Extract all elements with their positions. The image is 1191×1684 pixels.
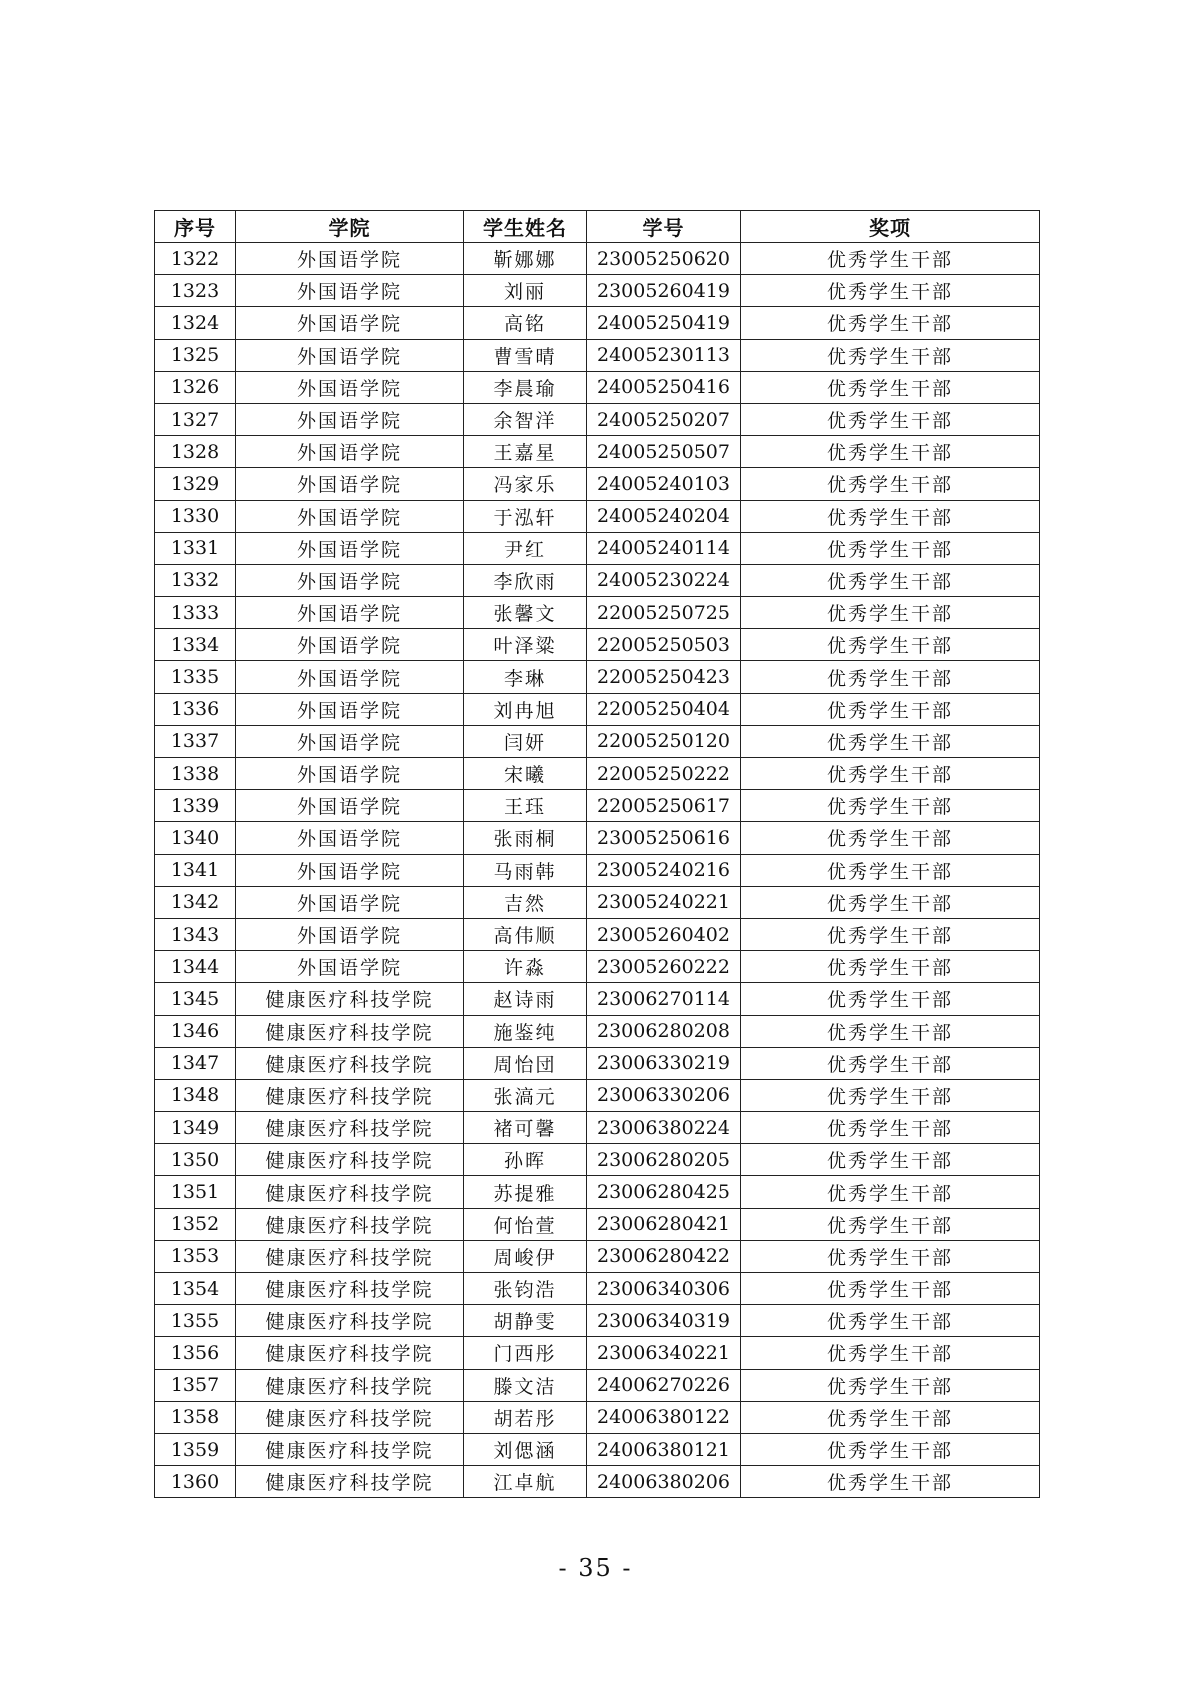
cell-index: 1332	[155, 564, 236, 596]
cell-college: 外国语学院	[236, 758, 464, 790]
cell-student-id: 23005240221	[587, 886, 741, 918]
award-roster-table	[154, 210, 1040, 1498]
cell-college: 健康医疗科技学院	[236, 1273, 464, 1305]
cell-index: 1331	[155, 532, 236, 564]
table-row	[155, 1015, 1040, 1047]
cell-award: 优秀学生干部	[741, 500, 1040, 532]
cell-student-id: 22005250120	[587, 725, 741, 757]
cell-student-name: 马雨韩	[464, 854, 587, 886]
cell-award: 优秀学生干部	[741, 1337, 1040, 1369]
cell-student-name: 李晨瑜	[464, 371, 587, 403]
table-row	[155, 1144, 1040, 1176]
cell-college: 健康医疗科技学院	[236, 1401, 464, 1433]
cell-student-id: 23006380224	[587, 1112, 741, 1144]
table-row	[155, 307, 1040, 339]
cell-award: 优秀学生干部	[741, 1369, 1040, 1401]
cell-index: 1349	[155, 1112, 236, 1144]
cell-college: 外国语学院	[236, 886, 464, 918]
table-row	[155, 822, 1040, 854]
table-row	[155, 500, 1040, 532]
cell-college: 外国语学院	[236, 339, 464, 371]
cell-student-name: 施鉴纯	[464, 1015, 587, 1047]
cell-award: 优秀学生干部	[741, 371, 1040, 403]
cell-student-name: 尹红	[464, 532, 587, 564]
cell-student-id: 23006280422	[587, 1240, 741, 1272]
cell-index: 1346	[155, 1015, 236, 1047]
cell-student-id: 24005250416	[587, 371, 741, 403]
cell-college: 外国语学院	[236, 500, 464, 532]
cell-college: 外国语学院	[236, 307, 464, 339]
table-row	[155, 790, 1040, 822]
header-student-id: 学号	[587, 211, 741, 243]
cell-award: 优秀学生干部	[741, 822, 1040, 854]
cell-index: 1340	[155, 822, 236, 854]
cell-college: 健康医疗科技学院	[236, 1337, 464, 1369]
table-row	[155, 1047, 1040, 1079]
cell-student-name: 苏提雅	[464, 1176, 587, 1208]
table-row	[155, 1401, 1040, 1433]
cell-index: 1324	[155, 307, 236, 339]
cell-award: 优秀学生干部	[741, 951, 1040, 983]
table-row	[155, 758, 1040, 790]
cell-award: 优秀学生干部	[741, 275, 1040, 307]
cell-student-name: 李琳	[464, 661, 587, 693]
cell-award: 优秀学生干部	[741, 790, 1040, 822]
table-header	[155, 211, 1040, 243]
cell-index: 1323	[155, 275, 236, 307]
cell-index: 1347	[155, 1047, 236, 1079]
table-row	[155, 371, 1040, 403]
cell-student-name: 褚可馨	[464, 1112, 587, 1144]
cell-index: 1350	[155, 1144, 236, 1176]
cell-college: 外国语学院	[236, 564, 464, 596]
table-row	[155, 339, 1040, 371]
cell-award: 优秀学生干部	[741, 436, 1040, 468]
cell-student-name: 于泓轩	[464, 500, 587, 532]
table-row	[155, 725, 1040, 757]
cell-award: 优秀学生干部	[741, 468, 1040, 500]
cell-college: 外国语学院	[236, 243, 464, 275]
cell-student-name: 高铭	[464, 307, 587, 339]
header-student-name: 学生姓名	[464, 211, 587, 243]
cell-student-name: 李欣雨	[464, 564, 587, 596]
cell-award: 优秀学生干部	[741, 1273, 1040, 1305]
cell-index: 1360	[155, 1466, 236, 1498]
cell-index: 1338	[155, 758, 236, 790]
cell-student-name: 刘丽	[464, 275, 587, 307]
cell-college: 外国语学院	[236, 597, 464, 629]
cell-award: 优秀学生干部	[741, 307, 1040, 339]
cell-student-id: 23006340319	[587, 1305, 741, 1337]
cell-index: 1334	[155, 629, 236, 661]
cell-index: 1345	[155, 983, 236, 1015]
cell-student-name: 刘偲涵	[464, 1433, 587, 1465]
table-body	[155, 243, 1040, 1498]
cell-student-name: 赵诗雨	[464, 983, 587, 1015]
cell-student-id: 23005260222	[587, 951, 741, 983]
table-row	[155, 1079, 1040, 1111]
cell-college: 健康医疗科技学院	[236, 1176, 464, 1208]
cell-index: 1322	[155, 243, 236, 275]
table-row	[155, 1112, 1040, 1144]
cell-student-id: 22005250222	[587, 758, 741, 790]
header-index: 序号	[155, 211, 236, 243]
cell-student-name: 张钧浩	[464, 1273, 587, 1305]
cell-student-id: 23006280205	[587, 1144, 741, 1176]
table-row	[155, 1305, 1040, 1337]
cell-college: 外国语学院	[236, 822, 464, 854]
cell-award: 优秀学生干部	[741, 403, 1040, 435]
cell-index: 1325	[155, 339, 236, 371]
table-row	[155, 854, 1040, 886]
cell-student-id: 24005240103	[587, 468, 741, 500]
cell-award: 优秀学生干部	[741, 725, 1040, 757]
cell-index: 1339	[155, 790, 236, 822]
cell-award: 优秀学生干部	[741, 629, 1040, 661]
cell-college: 健康医疗科技学院	[236, 1466, 464, 1498]
cell-student-id: 23006330219	[587, 1047, 741, 1079]
cell-award: 优秀学生干部	[741, 1240, 1040, 1272]
cell-student-id: 24005230224	[587, 564, 741, 596]
header-row	[155, 211, 1040, 243]
cell-college: 外国语学院	[236, 661, 464, 693]
header-college: 学院	[236, 211, 464, 243]
cell-award: 优秀学生干部	[741, 532, 1040, 564]
header-award: 奖项	[741, 211, 1040, 243]
cell-index: 1355	[155, 1305, 236, 1337]
cell-college: 外国语学院	[236, 403, 464, 435]
cell-student-id: 24005240204	[587, 500, 741, 532]
cell-college: 外国语学院	[236, 790, 464, 822]
cell-index: 1328	[155, 436, 236, 468]
table-row	[155, 1466, 1040, 1498]
cell-award: 优秀学生干部	[741, 854, 1040, 886]
cell-award: 优秀学生干部	[741, 1433, 1040, 1465]
cell-student-id: 24006380206	[587, 1466, 741, 1498]
cell-college: 健康医疗科技学院	[236, 1433, 464, 1465]
cell-college: 外国语学院	[236, 918, 464, 950]
table-row	[155, 1176, 1040, 1208]
cell-college: 健康医疗科技学院	[236, 1305, 464, 1337]
cell-award: 优秀学生干部	[741, 1208, 1040, 1240]
cell-award: 优秀学生干部	[741, 1015, 1040, 1047]
table-row	[155, 918, 1040, 950]
cell-award: 优秀学生干部	[741, 886, 1040, 918]
table-row	[155, 693, 1040, 725]
cell-index: 1353	[155, 1240, 236, 1272]
table-row	[155, 1433, 1040, 1465]
cell-index: 1344	[155, 951, 236, 983]
table-row	[155, 951, 1040, 983]
cell-student-name: 何怡萱	[464, 1208, 587, 1240]
cell-college: 外国语学院	[236, 854, 464, 886]
cell-student-id: 23005260419	[587, 275, 741, 307]
cell-student-id: 22005250725	[587, 597, 741, 629]
table-row	[155, 886, 1040, 918]
cell-student-name: 闫妍	[464, 725, 587, 757]
cell-student-id: 23005240216	[587, 854, 741, 886]
table-row	[155, 243, 1040, 275]
cell-student-id: 23006340221	[587, 1337, 741, 1369]
table-row	[155, 983, 1040, 1015]
cell-index: 1354	[155, 1273, 236, 1305]
cell-college: 外国语学院	[236, 371, 464, 403]
cell-index: 1342	[155, 886, 236, 918]
cell-student-id: 23006280425	[587, 1176, 741, 1208]
cell-index: 1352	[155, 1208, 236, 1240]
cell-award: 优秀学生干部	[741, 918, 1040, 950]
cell-award: 优秀学生干部	[741, 1176, 1040, 1208]
cell-index: 1336	[155, 693, 236, 725]
cell-index: 1335	[155, 661, 236, 693]
cell-student-id: 24005230113	[587, 339, 741, 371]
cell-student-name: 周怡団	[464, 1047, 587, 1079]
cell-student-name: 胡静雯	[464, 1305, 587, 1337]
cell-college: 健康医疗科技学院	[236, 1240, 464, 1272]
table-row	[155, 597, 1040, 629]
cell-student-id: 24005250507	[587, 436, 741, 468]
cell-student-id: 24006380122	[587, 1401, 741, 1433]
cell-student-name: 宋曦	[464, 758, 587, 790]
cell-student-name: 高伟顺	[464, 918, 587, 950]
cell-award: 优秀学生干部	[741, 564, 1040, 596]
cell-student-name: 门西彤	[464, 1337, 587, 1369]
cell-student-name: 余智洋	[464, 403, 587, 435]
cell-student-name: 刘冉旭	[464, 693, 587, 725]
cell-student-id: 22005250503	[587, 629, 741, 661]
cell-student-name: 叶泽粱	[464, 629, 587, 661]
cell-student-name: 张雨桐	[464, 822, 587, 854]
cell-student-name: 曹雪晴	[464, 339, 587, 371]
cell-college: 健康医疗科技学院	[236, 1112, 464, 1144]
cell-student-id: 24005250419	[587, 307, 741, 339]
cell-index: 1348	[155, 1079, 236, 1111]
cell-student-name: 吉然	[464, 886, 587, 918]
cell-award: 优秀学生干部	[741, 1144, 1040, 1176]
cell-student-id: 23006270114	[587, 983, 741, 1015]
cell-college: 健康医疗科技学院	[236, 1369, 464, 1401]
cell-college: 外国语学院	[236, 629, 464, 661]
cell-award: 优秀学生干部	[741, 983, 1040, 1015]
cell-student-name: 王珏	[464, 790, 587, 822]
table-row	[155, 564, 1040, 596]
cell-student-id: 23005250620	[587, 243, 741, 275]
cell-index: 1337	[155, 725, 236, 757]
cell-student-name: 王嘉星	[464, 436, 587, 468]
cell-college: 外国语学院	[236, 951, 464, 983]
page-number: - 35 -	[558, 1554, 633, 1582]
cell-college: 健康医疗科技学院	[236, 1047, 464, 1079]
cell-student-name: 靳娜娜	[464, 243, 587, 275]
cell-college: 健康医疗科技学院	[236, 1015, 464, 1047]
cell-index: 1357	[155, 1369, 236, 1401]
cell-college: 外国语学院	[236, 693, 464, 725]
table-row	[155, 468, 1040, 500]
cell-student-name: 孙晖	[464, 1144, 587, 1176]
cell-student-id: 24006270226	[587, 1369, 741, 1401]
cell-index: 1359	[155, 1433, 236, 1465]
cell-index: 1326	[155, 371, 236, 403]
cell-award: 优秀学生干部	[741, 1112, 1040, 1144]
cell-index: 1329	[155, 468, 236, 500]
table-row	[155, 436, 1040, 468]
table-row	[155, 1273, 1040, 1305]
table-row	[155, 275, 1040, 307]
cell-award: 优秀学生干部	[741, 339, 1040, 371]
cell-index: 1351	[155, 1176, 236, 1208]
cell-index: 1330	[155, 500, 236, 532]
cell-student-id: 22005250404	[587, 693, 741, 725]
cell-award: 优秀学生干部	[741, 693, 1040, 725]
cell-student-id: 22005250423	[587, 661, 741, 693]
cell-college: 健康医疗科技学院	[236, 983, 464, 1015]
cell-college: 健康医疗科技学院	[236, 1208, 464, 1240]
cell-student-name: 胡若彤	[464, 1401, 587, 1433]
cell-student-id: 24006380121	[587, 1433, 741, 1465]
cell-award: 优秀学生干部	[741, 1079, 1040, 1111]
cell-college: 外国语学院	[236, 468, 464, 500]
cell-index: 1333	[155, 597, 236, 629]
cell-index: 1343	[155, 918, 236, 950]
cell-college: 健康医疗科技学院	[236, 1144, 464, 1176]
cell-student-id: 23005250616	[587, 822, 741, 854]
cell-college: 健康医疗科技学院	[236, 1079, 464, 1111]
cell-award: 优秀学生干部	[741, 1305, 1040, 1337]
cell-award: 优秀学生干部	[741, 1466, 1040, 1498]
cell-student-name: 张馨文	[464, 597, 587, 629]
cell-student-name: 张滈元	[464, 1079, 587, 1111]
cell-student-id: 24005240114	[587, 532, 741, 564]
cell-student-id: 24005250207	[587, 403, 741, 435]
cell-award: 优秀学生干部	[741, 243, 1040, 275]
cell-student-name: 周峻伊	[464, 1240, 587, 1272]
table-row	[155, 1337, 1040, 1369]
cell-index: 1356	[155, 1337, 236, 1369]
cell-college: 外国语学院	[236, 532, 464, 564]
table-row	[155, 1240, 1040, 1272]
cell-award: 优秀学生干部	[741, 597, 1040, 629]
cell-college: 外国语学院	[236, 725, 464, 757]
table-row	[155, 629, 1040, 661]
cell-student-name: 冯家乐	[464, 468, 587, 500]
cell-award: 优秀学生干部	[741, 661, 1040, 693]
cell-index: 1327	[155, 403, 236, 435]
cell-student-id: 23005260402	[587, 918, 741, 950]
cell-student-name: 许淼	[464, 951, 587, 983]
cell-student-id: 22005250617	[587, 790, 741, 822]
table-row	[155, 403, 1040, 435]
cell-college: 外国语学院	[236, 275, 464, 307]
cell-award: 优秀学生干部	[741, 1401, 1040, 1433]
cell-student-id: 23006280208	[587, 1015, 741, 1047]
cell-student-name: 江卓航	[464, 1466, 587, 1498]
table-row	[155, 1208, 1040, 1240]
cell-index: 1341	[155, 854, 236, 886]
cell-award: 优秀学生干部	[741, 758, 1040, 790]
table-row	[155, 532, 1040, 564]
table-row	[155, 1369, 1040, 1401]
cell-college: 外国语学院	[236, 436, 464, 468]
cell-student-id: 23006340306	[587, 1273, 741, 1305]
cell-award: 优秀学生干部	[741, 1047, 1040, 1079]
table-row	[155, 661, 1040, 693]
cell-student-id: 23006280421	[587, 1208, 741, 1240]
cell-index: 1358	[155, 1401, 236, 1433]
cell-student-name: 滕文洁	[464, 1369, 587, 1401]
cell-student-id: 23006330206	[587, 1079, 741, 1111]
